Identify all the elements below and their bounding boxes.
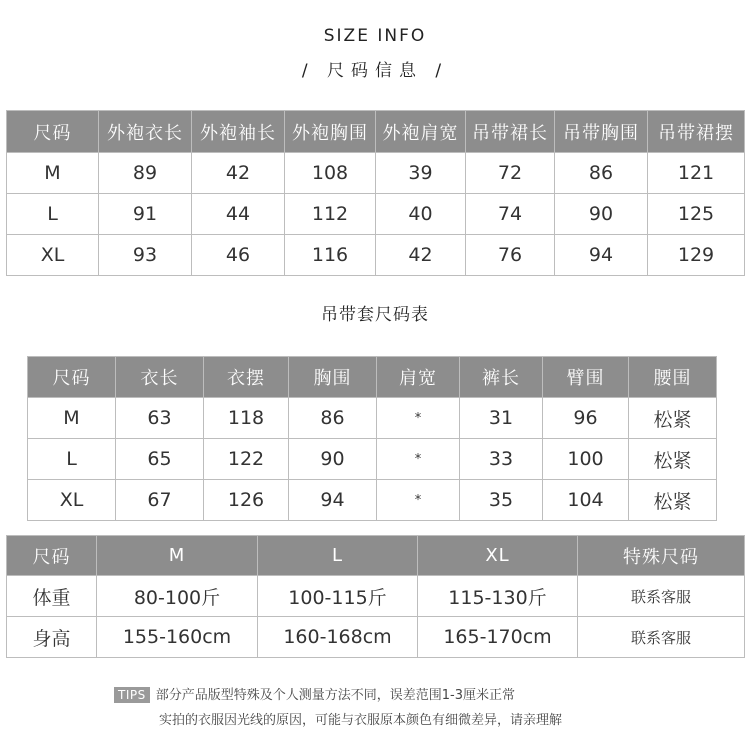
column-header: 臂围 bbox=[543, 357, 629, 398]
table-cell: 112 bbox=[285, 194, 376, 235]
column-header: 衣摆 bbox=[204, 357, 289, 398]
size-info-title: SIZE INFO bbox=[323, 26, 427, 46]
table-cell: 松紧 bbox=[629, 398, 717, 439]
column-header: 吊带裙摆 bbox=[648, 111, 745, 153]
table-cell: 46 bbox=[192, 235, 285, 276]
column-header: 外袍肩宽 bbox=[376, 111, 466, 153]
table-cell: 31 bbox=[460, 398, 543, 439]
table-cell: 42 bbox=[376, 235, 466, 276]
contact-service-cell: 联系客服 bbox=[578, 576, 745, 617]
garment-size-table bbox=[6, 110, 745, 276]
table-cell: 松紧 bbox=[629, 480, 717, 521]
table-row bbox=[28, 480, 717, 521]
table-cell: 74 bbox=[466, 194, 555, 235]
table-cell: 93 bbox=[99, 235, 192, 276]
column-header: XL bbox=[418, 536, 578, 576]
table-row bbox=[7, 576, 745, 617]
size-info-subtitle: / 尺码信息 / bbox=[301, 61, 449, 81]
column-header: 外袍衣长 bbox=[99, 111, 192, 153]
column-header: 尺码 bbox=[7, 111, 99, 153]
size-label: M bbox=[7, 153, 99, 194]
table-cell: 松紧 bbox=[629, 439, 717, 480]
table-cell: 63 bbox=[116, 398, 204, 439]
table-cell: 94 bbox=[555, 235, 648, 276]
table-cell: 65 bbox=[116, 439, 204, 480]
table-cell: 86 bbox=[289, 398, 377, 439]
weight-height-table bbox=[6, 535, 745, 658]
table-cell: 67 bbox=[116, 480, 204, 521]
column-header: 吊带胸围 bbox=[555, 111, 648, 153]
table-cell: 118 bbox=[204, 398, 289, 439]
column-header: 腰围 bbox=[629, 357, 717, 398]
table-cell: 129 bbox=[648, 235, 745, 276]
table-cell: * bbox=[377, 398, 460, 439]
table-cell: 39 bbox=[376, 153, 466, 194]
table-cell: 40 bbox=[376, 194, 466, 235]
column-header: 外袍胸围 bbox=[285, 111, 376, 153]
table-header-row bbox=[28, 357, 717, 398]
column-header: 衣长 bbox=[116, 357, 204, 398]
table-cell: 116 bbox=[285, 235, 376, 276]
camisole-set-size-title: 吊带套尺码表 bbox=[321, 305, 429, 325]
row-label: 体重 bbox=[7, 576, 97, 617]
size-label: XL bbox=[7, 235, 99, 276]
table-cell: 155-160cm bbox=[97, 617, 258, 658]
table-row bbox=[28, 439, 717, 480]
camisole-set-size-table bbox=[27, 356, 717, 521]
tips-line bbox=[114, 684, 515, 703]
column-header: 外袍袖长 bbox=[192, 111, 285, 153]
table-cell: 35 bbox=[460, 480, 543, 521]
table-cell: 91 bbox=[99, 194, 192, 235]
table-cell: 90 bbox=[289, 439, 377, 480]
table-cell: 100 bbox=[543, 439, 629, 480]
table-cell: 42 bbox=[192, 153, 285, 194]
column-header: 尺码 bbox=[7, 536, 97, 576]
table-row bbox=[7, 194, 745, 235]
table-cell: 125 bbox=[648, 194, 745, 235]
table-cell: 80-100斤 bbox=[97, 576, 258, 617]
table-row bbox=[7, 153, 745, 194]
table-cell: 165-170cm bbox=[418, 617, 578, 658]
size-label: L bbox=[7, 194, 99, 235]
table-cell: 121 bbox=[648, 153, 745, 194]
table-cell: 76 bbox=[466, 235, 555, 276]
tips-badge: TIPS bbox=[114, 687, 150, 703]
tips-text: 实拍的衣服因光线的原因，可能与衣服原本颜色有细微差异，请亲理解 bbox=[159, 713, 563, 728]
column-header: M bbox=[97, 536, 258, 576]
row-label: 身高 bbox=[7, 617, 97, 658]
table-row bbox=[28, 398, 717, 439]
column-header: 胸围 bbox=[289, 357, 377, 398]
column-header: 特殊尺码 bbox=[578, 536, 745, 576]
table-cell: 108 bbox=[285, 153, 376, 194]
table-cell: 72 bbox=[466, 153, 555, 194]
table-cell: * bbox=[377, 480, 460, 521]
table-cell: 104 bbox=[543, 480, 629, 521]
size-label: M bbox=[28, 398, 116, 439]
table-cell: 94 bbox=[289, 480, 377, 521]
table-cell: 44 bbox=[192, 194, 285, 235]
table-row bbox=[7, 235, 745, 276]
column-header: 吊带裙长 bbox=[466, 111, 555, 153]
column-header: 尺码 bbox=[28, 357, 116, 398]
table-cell: 115-130斤 bbox=[418, 576, 578, 617]
table-cell: 100-115斤 bbox=[258, 576, 418, 617]
table-cell: 160-168cm bbox=[258, 617, 418, 658]
tips-text: 部分产品版型特殊及个人测量方法不同，误差范围1-3厘米正常 bbox=[155, 688, 515, 703]
table-cell: 122 bbox=[204, 439, 289, 480]
table-cell: 86 bbox=[555, 153, 648, 194]
size-label: XL bbox=[28, 480, 116, 521]
size-label: L bbox=[28, 439, 116, 480]
column-header: 裤长 bbox=[460, 357, 543, 398]
table-header-row bbox=[7, 111, 745, 153]
table-cell: * bbox=[377, 439, 460, 480]
table-row bbox=[7, 617, 745, 658]
table-cell: 89 bbox=[99, 153, 192, 194]
table-cell: 126 bbox=[204, 480, 289, 521]
table-cell: 90 bbox=[555, 194, 648, 235]
contact-service-cell: 联系客服 bbox=[578, 617, 745, 658]
column-header: 肩宽 bbox=[377, 357, 460, 398]
table-cell: 33 bbox=[460, 439, 543, 480]
column-header: L bbox=[258, 536, 418, 576]
table-header-row bbox=[7, 536, 745, 576]
table-cell: 96 bbox=[543, 398, 629, 439]
